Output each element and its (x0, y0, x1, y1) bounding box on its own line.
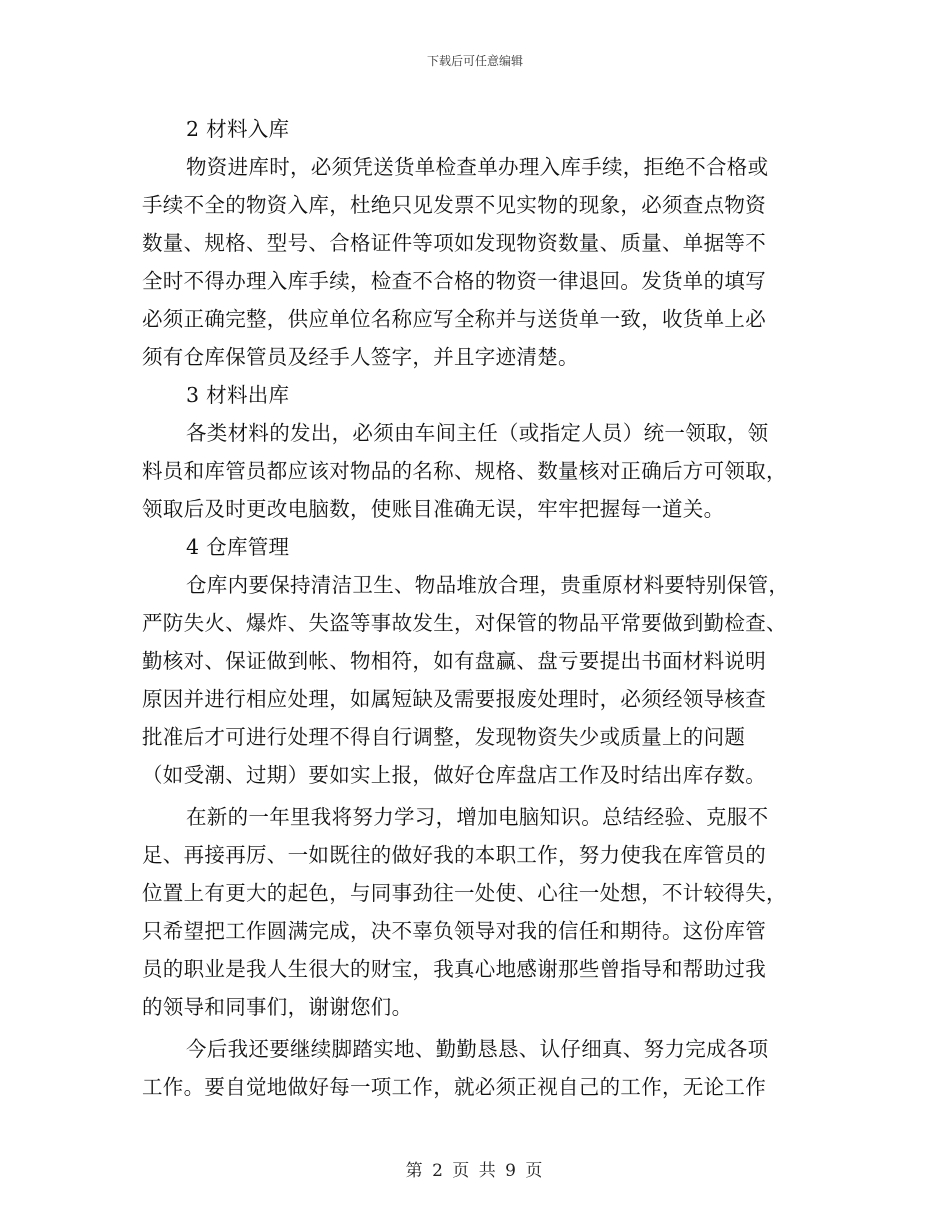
paragraph-line: 勤核对、保证做到帐、物相符，如有盘赢、盘亏要提出书面材料说明 (142, 649, 766, 673)
document-body (142, 110, 810, 1106)
paragraph-line: 的领导和同事们，谢谢您们。 (142, 995, 413, 1019)
paragraph-line: 今后我还要继续脚踏实地、勤勤恳恳、认仔细真、努力完成各项 (186, 1037, 769, 1061)
paragraph-line: 员的职业是我人生很大的财宝，我真心地感谢那些曾指导和帮助过我 (142, 957, 766, 981)
page-footer: 第 2 页 共 9 页 (405, 1161, 545, 1181)
paragraph-line: 足、再接再厉、一如既往的做好我的本职工作，努力使我在库管员的 (142, 843, 766, 867)
paragraph-line: 原因并进行相应处理，如属短缺及需要报废处理时，必须经领导核查 (142, 687, 766, 711)
paragraph-line: 全时不得办理入库手续，检查不合格的物资一律退回。发货单的填写 (142, 269, 766, 293)
paragraph-line: 位置上有更大的起色，与同事劲往一处使、心往一处想，不计较得失， (142, 881, 787, 905)
paragraph-line: 手续不全的物资入库，杜绝只见发票不见实物的现象，必须查点物资 (142, 193, 766, 217)
paragraph-line: 只希望把工作圆满完成，决不辜负领导对我的信任和期待。这份库管 (142, 919, 766, 943)
paragraph-line: （如受潮、过期）要如实上报，做好仓库盘店工作及时结出库存数。 (142, 763, 766, 787)
paragraph-line: 领取后及时更改电脑数，使账目准确无误，牢牢把握每一道关。 (142, 497, 725, 521)
paragraph-line: 必须正确完整，供应单位名称应写全称并与送货单一致，收货单上必 (142, 307, 766, 331)
paragraph-line: 须有仓库保管员及经手人签字，并且字迹清楚。 (142, 345, 579, 369)
paragraph-line: 批准后才可进行处理不得自行调整，发现物资失少或质量上的问题 (142, 725, 746, 749)
paragraph-line: 严防失火、爆炸、失盗等事故发生，对保管的物品平常要做到勤检查、 (142, 611, 787, 635)
paragraph-line: 在新的一年里我将努力学习，增加电脑知识。总结经验、克服不 (186, 805, 769, 829)
paragraph-line: 工作。要自觉地做好每一项工作，就必须正视自己的工作，无论工作 (142, 1075, 766, 1099)
section-heading-receiving: 2 材料入库 (186, 117, 290, 141)
section-heading-warehouse: 4 仓库管理 (186, 535, 290, 559)
section-heading-issuing: 3 材料出库 (186, 383, 290, 407)
paragraph-line: 料员和库管员都应该对物品的名称、规格、数量核对正确后方可领取， (142, 459, 787, 483)
paragraph-line: 仓库内要保持清洁卫生、物品堆放合理，贵重原材料要特别保管， (186, 573, 790, 597)
paragraph-line: 数量、规格、型号、合格证件等项如发现物资数量、质量、单据等不 (142, 231, 766, 255)
paragraph-line: 物资进库时，必须凭送货单检查单办理入库手续，拒绝不合格或 (186, 155, 769, 179)
paragraph-line: 各类材料的发出，必须由车间主任（或指定人员）统一领取，领 (186, 421, 769, 445)
page-header: 下载后可任意编辑 (426, 54, 523, 68)
